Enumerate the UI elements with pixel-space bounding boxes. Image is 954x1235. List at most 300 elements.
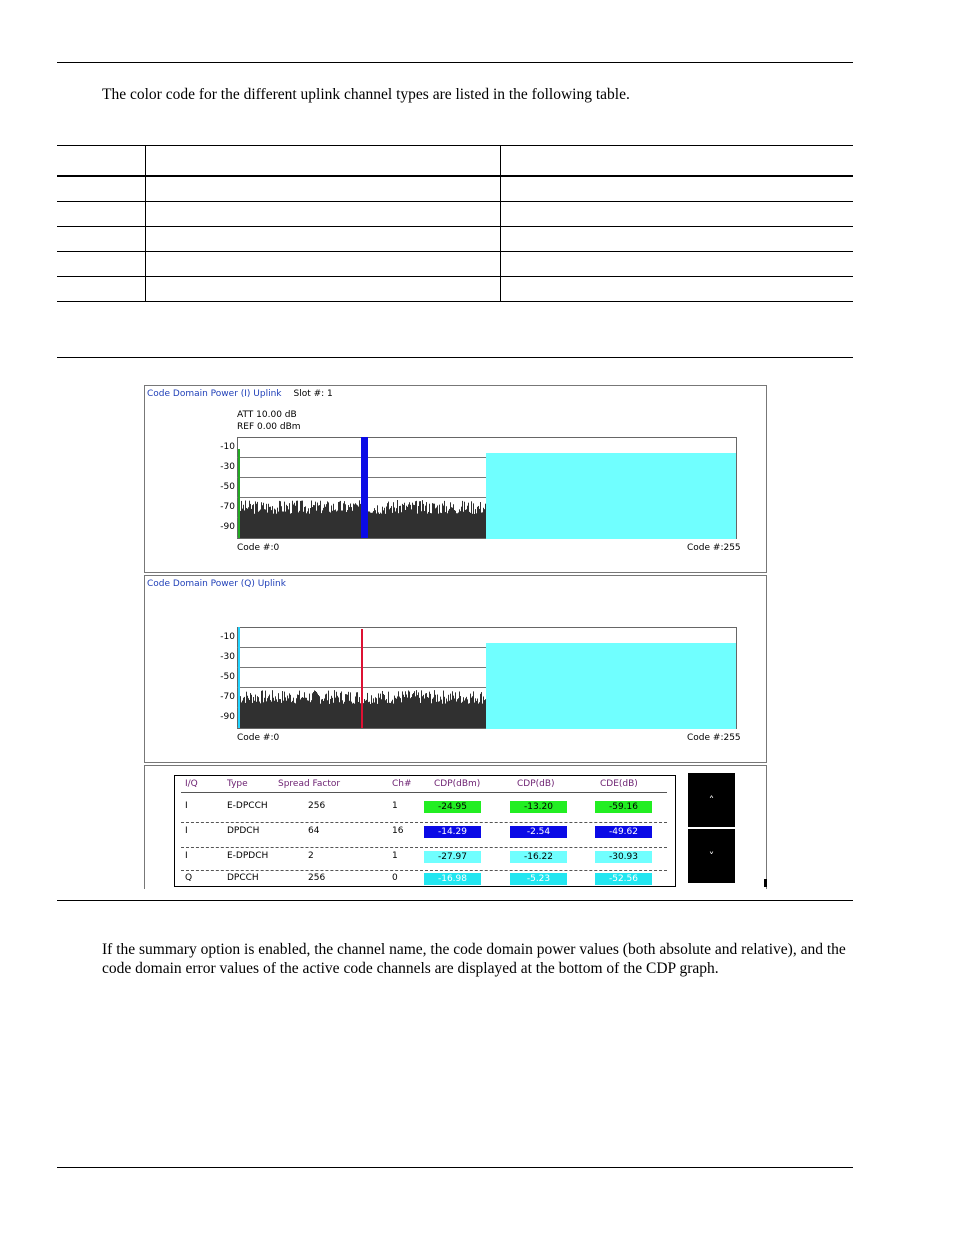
noise-bar <box>297 694 298 728</box>
col-header-cde-db: CDE(dB) <box>600 779 638 789</box>
noise-bar <box>308 508 309 538</box>
noise-bar <box>351 507 352 538</box>
noise-bar <box>469 512 470 538</box>
noise-bar <box>290 695 291 728</box>
noise-bar <box>367 693 368 728</box>
noise-bar <box>304 507 305 538</box>
noise-bar <box>261 691 262 728</box>
noise-bar <box>397 696 398 728</box>
noise-bar <box>437 695 438 728</box>
noise-bar <box>465 510 466 538</box>
noise-bar <box>429 692 430 728</box>
noise-bar <box>457 699 458 728</box>
noise-bar <box>310 702 311 728</box>
noise-bar <box>247 509 248 538</box>
noise-bar <box>472 696 473 728</box>
noise-bar <box>294 703 295 728</box>
noise-bar <box>401 512 402 538</box>
noise-bar <box>478 506 479 538</box>
noise-bar <box>324 698 325 728</box>
noise-bar <box>339 502 340 538</box>
noise-bar <box>310 508 311 538</box>
noise-bar <box>335 698 336 728</box>
noise-bar <box>292 501 293 538</box>
noise-bar <box>350 692 351 728</box>
noise-bar <box>388 502 389 538</box>
noise-bar <box>451 700 452 728</box>
x-start-label: Code #:0 <box>237 733 280 743</box>
noise-bar <box>268 504 269 538</box>
noise-bar <box>348 692 349 728</box>
noise-bar <box>264 509 265 538</box>
noise-bar <box>393 704 394 728</box>
noise-bar <box>257 502 258 538</box>
noise-bar <box>334 690 335 728</box>
noise-bar <box>263 503 264 538</box>
noise-bar <box>406 506 407 538</box>
noise-bar <box>406 695 407 728</box>
noise-bar <box>336 511 337 538</box>
noise-bar <box>412 503 413 538</box>
noise-bar <box>262 505 263 538</box>
noise-bar <box>307 511 308 538</box>
noise-bar <box>326 504 327 538</box>
noise-bar <box>275 696 276 728</box>
table-row <box>57 176 853 202</box>
noise-bar <box>449 701 450 728</box>
noise-bar <box>433 504 434 538</box>
noise-bar <box>465 698 466 728</box>
noise-bar <box>301 698 302 728</box>
chevron-down-icon: ˅ <box>708 849 715 863</box>
noise-bar <box>420 703 421 728</box>
noise-bar <box>421 511 422 538</box>
noise-bar <box>378 693 379 728</box>
noise-bar <box>380 513 381 538</box>
noise-bar <box>416 501 417 538</box>
noise-bar <box>455 692 456 728</box>
col-header-ch: Ch# <box>392 779 412 789</box>
dpcch-bar <box>238 627 240 728</box>
noise-bar <box>477 699 478 728</box>
noise-bar <box>315 502 316 538</box>
noise-bar <box>375 510 376 538</box>
table-row <box>57 227 853 252</box>
noise-bar <box>243 698 244 728</box>
noise-bar <box>301 501 302 538</box>
noise-bar <box>340 501 341 538</box>
noise-bar <box>384 695 385 728</box>
noise-bar <box>389 509 390 538</box>
noise-bar <box>357 692 358 728</box>
noise-bar <box>243 505 244 538</box>
noise-bar <box>241 501 242 538</box>
x-start-label: Code #:0 <box>237 543 280 553</box>
noise-bar <box>277 508 278 538</box>
noise-bar <box>278 512 279 538</box>
noise-bar <box>443 506 444 538</box>
noise-bar <box>420 501 421 538</box>
noise-bar <box>259 511 260 538</box>
table-row <box>57 202 853 227</box>
noise-bar <box>436 507 437 538</box>
noise-bar <box>463 512 464 538</box>
noise-bar <box>433 697 434 728</box>
noise-bar <box>284 502 285 538</box>
noise-bar <box>454 510 455 538</box>
noise-bar <box>395 511 396 538</box>
noise-bar <box>480 502 481 538</box>
noise-bar <box>432 503 433 538</box>
noise-bar <box>352 703 353 728</box>
noise-bar <box>245 703 246 728</box>
noise-bar <box>413 505 414 538</box>
q-cdp-plot <box>237 627 737 729</box>
noise-bar <box>332 698 333 728</box>
q-red-bar <box>361 629 363 728</box>
noise-bar <box>402 504 403 538</box>
noise-bar <box>246 692 247 728</box>
noise-bar <box>351 702 352 728</box>
noise-bar <box>250 504 251 538</box>
x-end-label: Code #:255 <box>687 733 741 743</box>
noise-bar <box>470 694 471 728</box>
noise-bar <box>398 691 399 728</box>
noise-bar <box>285 697 286 728</box>
noise-bar <box>456 513 457 538</box>
noise-bar <box>410 505 411 538</box>
noise-bar <box>374 702 375 728</box>
noise-bar <box>246 508 247 538</box>
noise-bar <box>372 703 373 728</box>
summary-table: I/Q Type Spread Factor Ch# CDP(dBm) CDP(dB) CDE(dB) I E-DPCCH 256 1 -24.95 -13.20 -59.16 I DPDCH 64 16 -14.29 -2.54 -49.62 I E-DPDCH 2 1 -27.97 -16.22 -30.93 Q DPCCH 256 0 -16.98 -5.23 -52.56 <box>174 775 676 887</box>
noise-bar <box>282 691 283 728</box>
noise-bar <box>305 698 306 728</box>
noise-bar <box>330 699 331 728</box>
noise-bar <box>390 703 391 728</box>
edpcch-bar <box>238 449 240 538</box>
noise-bar <box>377 505 378 538</box>
noise-bar <box>322 699 323 728</box>
y-tick-label: -10 <box>220 442 235 452</box>
noise-bar <box>327 700 328 728</box>
noise-bar <box>304 692 305 728</box>
noise-bar <box>452 691 453 728</box>
row-separator <box>181 847 667 848</box>
noise-bar <box>404 697 405 728</box>
noise-bar <box>255 695 256 728</box>
noise-bar <box>467 699 468 728</box>
noise-bar <box>260 510 261 538</box>
noise-bar <box>291 513 292 538</box>
noise-bar <box>445 704 446 728</box>
noise-bar <box>403 505 404 538</box>
noise-bar <box>343 704 344 728</box>
noise-bar <box>338 697 339 728</box>
noise-bar <box>345 504 346 538</box>
noise-bar <box>387 503 388 538</box>
noise-bar <box>466 697 467 728</box>
noise-bar <box>349 701 350 728</box>
noise-bar <box>252 703 253 728</box>
noise-bar <box>391 701 392 728</box>
noise-bar <box>285 512 286 538</box>
noise-bar <box>396 699 397 728</box>
noise-bar <box>438 514 439 538</box>
noise-bar <box>461 703 462 728</box>
noise-bar <box>326 694 327 728</box>
noise-bar <box>436 702 437 728</box>
noise-bar <box>416 690 417 728</box>
noise-bar <box>396 508 397 538</box>
noise-bar <box>476 701 477 728</box>
noise-bar <box>302 501 303 538</box>
noise-bar <box>287 506 288 538</box>
noise-bar <box>258 697 259 728</box>
i-cdp-plot <box>237 437 737 539</box>
i-channel-panel <box>144 385 767 573</box>
noise-bar <box>282 511 283 538</box>
noise-bar <box>464 502 465 538</box>
noise-bar <box>254 701 255 728</box>
noise-bar <box>352 511 353 538</box>
noise-bar <box>314 690 315 728</box>
noise-bar <box>373 698 374 728</box>
noise-bar <box>327 501 328 538</box>
noise-bar <box>353 703 354 728</box>
noise-bar <box>477 507 478 538</box>
noise-bar <box>400 698 401 728</box>
noise-bar <box>247 696 248 728</box>
noise-bar <box>295 506 296 538</box>
row-separator <box>181 822 667 823</box>
noise-bar <box>251 509 252 538</box>
noise-bar <box>484 509 485 538</box>
y-tick-label: -90 <box>220 522 235 532</box>
noise-bar <box>266 504 267 538</box>
noise-bar <box>288 698 289 728</box>
table-row <box>57 277 853 302</box>
noise-bar <box>311 501 312 538</box>
noise-bar <box>438 702 439 728</box>
noise-bar <box>392 700 393 728</box>
noise-bar <box>300 501 301 538</box>
noise-bar <box>341 691 342 728</box>
noise-bar <box>445 512 446 538</box>
noise-bar <box>277 702 278 728</box>
noise-bar <box>272 506 273 538</box>
noise-bar <box>266 701 267 728</box>
noise-bar <box>459 691 460 728</box>
noise-bar <box>384 508 385 538</box>
y-tick-label: -30 <box>220 462 235 472</box>
noise-bar <box>273 514 274 538</box>
noise-bar <box>468 704 469 728</box>
noise-bar <box>330 512 331 538</box>
noise-bar <box>408 690 409 728</box>
cdp-screenshot <box>144 385 767 888</box>
noise-bar <box>460 696 461 728</box>
noise-bar <box>265 691 266 728</box>
noise-bar <box>387 703 388 728</box>
noise-bar <box>253 504 254 538</box>
noise-bar <box>473 691 474 728</box>
noise-bar <box>355 503 356 538</box>
noise-bar <box>346 512 347 538</box>
noise-bar <box>475 509 476 538</box>
noise-bar <box>455 511 456 538</box>
noise-bar <box>417 514 418 538</box>
noise-bar <box>414 691 415 728</box>
noise-bar <box>274 701 275 728</box>
noise-bar <box>379 514 380 538</box>
col-header-iq: I/Q <box>185 779 198 789</box>
noise-bar <box>409 692 410 728</box>
noise-bar <box>276 699 277 728</box>
noise-bar <box>349 507 350 538</box>
noise-bar <box>442 704 443 728</box>
noise-bar <box>281 703 282 728</box>
noise-bar <box>399 506 400 538</box>
noise-bar <box>474 703 475 728</box>
noise-bar <box>408 504 409 538</box>
noise-bar <box>459 509 460 538</box>
noise-bar <box>364 699 365 728</box>
i-panel-title: Code Domain Power (I) Uplink Slot #: 1 <box>147 389 333 399</box>
noise-bar <box>425 506 426 538</box>
noise-bar <box>308 701 309 728</box>
noise-bar <box>348 505 349 538</box>
noise-bar <box>394 696 395 728</box>
noise-bar <box>270 507 271 538</box>
noise-bar <box>338 502 339 538</box>
noise-bar <box>328 502 329 538</box>
noise-bar <box>332 511 333 538</box>
noise-bar <box>411 509 412 538</box>
noise-bar <box>259 702 260 728</box>
noise-bar <box>287 696 288 728</box>
noise-bar <box>286 505 287 538</box>
noise-bar <box>380 694 381 728</box>
noise-bar <box>373 511 374 538</box>
noise-bar <box>261 502 262 538</box>
noise-bar <box>479 702 480 728</box>
noise-bar <box>254 514 255 538</box>
noise-bar <box>323 701 324 728</box>
noise-bar <box>391 506 392 538</box>
noise-bar <box>407 507 408 538</box>
noise-bar <box>316 692 317 728</box>
noise-bar <box>398 513 399 538</box>
noise-bar <box>482 704 483 728</box>
noise-bar <box>378 512 379 538</box>
noise-bar <box>431 703 432 728</box>
noise-bar <box>334 510 335 538</box>
edpdch-region <box>486 453 736 539</box>
noise-bar <box>371 513 372 538</box>
noise-bar <box>269 695 270 728</box>
y-tick-label: -50 <box>220 482 235 492</box>
noise-bar <box>313 505 314 538</box>
noise-bar <box>292 701 293 728</box>
noise-bar <box>274 509 275 538</box>
noise-bar <box>399 697 400 728</box>
noise-bar <box>450 502 451 538</box>
q-panel-title: Code Domain Power (Q) Uplink <box>147 579 286 589</box>
noise-bar <box>453 504 454 538</box>
noise-bar <box>268 696 269 728</box>
noise-bar <box>335 509 336 538</box>
noise-bar <box>429 504 430 538</box>
noise-bar <box>333 703 334 728</box>
noise-bar <box>356 692 357 728</box>
noise-bar <box>319 505 320 538</box>
noise-bar <box>447 701 448 728</box>
noise-bar <box>481 692 482 728</box>
noise-bar <box>345 694 346 728</box>
noise-bar <box>453 696 454 728</box>
noise-bar <box>441 700 442 728</box>
noise-bar <box>267 698 268 728</box>
noise-bar <box>434 504 435 538</box>
noise-bar <box>479 509 480 538</box>
noise-bar <box>428 698 429 728</box>
noise-bar <box>368 511 369 538</box>
noise-bar <box>422 696 423 728</box>
noise-bar <box>293 504 294 538</box>
noise-bar <box>267 513 268 538</box>
noise-bar <box>293 698 294 728</box>
noise-bar <box>339 702 340 728</box>
noise-bar <box>401 702 402 728</box>
noise-bar <box>395 698 396 728</box>
edpdch-region <box>486 643 736 729</box>
noise-bar <box>442 504 443 538</box>
noise-bar <box>252 505 253 538</box>
noise-bar <box>371 695 372 728</box>
noise-bar <box>383 510 384 538</box>
noise-bar <box>325 694 326 728</box>
noise-bar <box>432 699 433 728</box>
noise-bar <box>322 510 323 538</box>
noise-bar <box>244 697 245 728</box>
noise-bar <box>264 698 265 728</box>
noise-bar <box>353 504 354 538</box>
noise-bar <box>466 509 467 538</box>
noise-bar <box>312 693 313 728</box>
figure-top-rule <box>57 357 853 358</box>
noise-bar <box>440 513 441 538</box>
scroll-marker <box>764 879 767 887</box>
scroll-up-button[interactable] <box>688 773 735 827</box>
slot-label: Slot #: 1 <box>293 389 333 399</box>
noise-bar <box>418 692 419 728</box>
noise-bar <box>307 700 308 728</box>
noise-bar <box>448 695 449 728</box>
col-header-cdp-dbm: CDP(dBm) <box>434 779 481 789</box>
noise-bar <box>390 508 391 538</box>
noise-bar <box>446 699 447 728</box>
figure-bottom-rule <box>57 900 853 901</box>
scroll-down-button[interactable] <box>688 829 735 883</box>
noise-bar <box>381 514 382 538</box>
noise-bar <box>291 702 292 728</box>
noise-bar <box>437 505 438 538</box>
noise-bar <box>389 703 390 728</box>
noise-bar <box>450 694 451 728</box>
noise-bar <box>255 501 256 538</box>
noise-bar <box>283 701 284 728</box>
